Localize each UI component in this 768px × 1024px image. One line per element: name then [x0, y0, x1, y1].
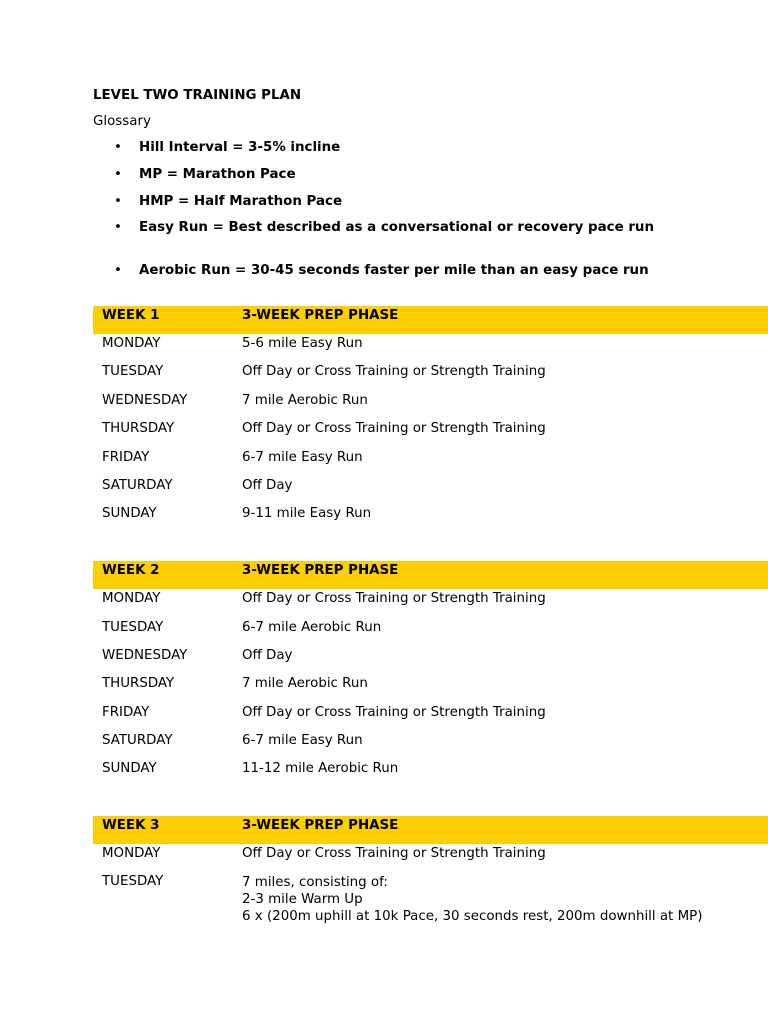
bullet-icon: •	[114, 167, 122, 182]
plan-cell: 5-6 mile Easy Run	[242, 336, 363, 351]
plan-cell: Off Day or Cross Training or Strength Training	[242, 705, 546, 720]
bullet-icon: •	[114, 220, 122, 235]
table-row	[93, 731, 768, 751]
plan-cell: Off Day	[242, 648, 293, 663]
plan-cell: Off Day or Cross Training or Strength Training	[242, 591, 546, 606]
day-cell: SUNDAY	[102, 761, 157, 776]
plan-cell: 9-11 mile Easy Run	[242, 506, 372, 521]
document-title: LEVEL TWO TRAINING PLAN	[93, 88, 302, 103]
plan-cell: 6-7 mile Easy Run	[242, 450, 363, 465]
day-cell: TUESDAY	[102, 364, 164, 379]
glossary-item: • Aerobic Run = 30-45 seconds faster per mile than an easy pace run	[114, 263, 649, 278]
phase-label: 3-WEEK PREP PHASE	[242, 563, 399, 578]
day-cell: TUESDAY	[102, 620, 164, 635]
glossary-item: • Hill Interval = 3-5% incline	[114, 140, 341, 155]
plan-cell: 7 mile Aerobic Run	[242, 676, 368, 691]
day-cell: FRIDAY	[102, 705, 150, 720]
day-cell: MONDAY	[102, 591, 161, 606]
day-cell: MONDAY	[102, 846, 161, 861]
table-row	[93, 703, 768, 723]
plan-line: 7 miles, consisting of:	[242, 875, 388, 890]
day-cell: MONDAY	[102, 336, 161, 351]
table-row	[93, 844, 768, 864]
table-row	[93, 334, 768, 354]
day-cell: THURSDAY	[102, 676, 175, 691]
plan-cell: 6-7 mile Aerobic Run	[242, 620, 382, 635]
table-row	[93, 504, 768, 524]
plan-line: 6 x (200m uphill at 10k Pace, 30 seconds rest, 200m downhill at MP)	[242, 909, 703, 924]
day-cell: WEDNESDAY	[102, 393, 188, 408]
week-header	[93, 816, 768, 844]
plan-line: 2-3 mile Warm Up	[242, 892, 363, 907]
plan-cell: 6-7 mile Easy Run	[242, 733, 363, 748]
day-cell: TUESDAY	[102, 874, 164, 889]
plan-cell: Off Day or Cross Training or Strength Training	[242, 421, 546, 436]
phase-label: 3-WEEK PREP PHASE	[242, 818, 399, 833]
table-row	[93, 646, 768, 666]
table-row	[93, 872, 768, 928]
table-row	[93, 618, 768, 638]
bullet-icon: •	[114, 263, 122, 278]
day-cell: THURSDAY	[102, 421, 175, 436]
phase-label: 3-WEEK PREP PHASE	[242, 308, 399, 323]
bullet-icon: •	[114, 140, 122, 155]
glossary-item: • HMP = Half Marathon Pace	[114, 194, 343, 209]
glossary-heading: Glossary	[93, 114, 151, 129]
plan-cell: Off Day or Cross Training or Strength Training	[242, 364, 546, 379]
table-row	[93, 448, 768, 468]
week-header	[93, 306, 768, 334]
plan-cell: Off Day	[242, 478, 293, 493]
glossary-item: • Easy Run = Best described as a conversational or recovery pace run	[114, 220, 655, 235]
day-cell: SATURDAY	[102, 478, 173, 493]
glossary-item: • MP = Marathon Pace	[114, 167, 296, 182]
week-label: WEEK 3	[102, 818, 160, 833]
table-row	[93, 362, 768, 382]
plan-cell: 11-12 mile Aerobic Run	[242, 761, 399, 776]
table-row	[93, 391, 768, 411]
table-row	[93, 674, 768, 694]
week-label: WEEK 2	[102, 563, 160, 578]
table-row	[93, 759, 768, 779]
week-header	[93, 561, 768, 589]
plan-cell	[242, 874, 702, 925]
table-row	[93, 476, 768, 496]
day-cell: FRIDAY	[102, 450, 150, 465]
day-cell: WEDNESDAY	[102, 648, 188, 663]
plan-cell: 7 mile Aerobic Run	[242, 393, 368, 408]
plan-cell: Off Day or Cross Training or Strength Training	[242, 846, 546, 861]
day-cell: SUNDAY	[102, 506, 157, 521]
bullet-icon: •	[114, 194, 122, 209]
table-row	[93, 419, 768, 439]
day-cell: SATURDAY	[102, 733, 173, 748]
table-row	[93, 589, 768, 609]
week-label: WEEK 1	[102, 308, 160, 323]
